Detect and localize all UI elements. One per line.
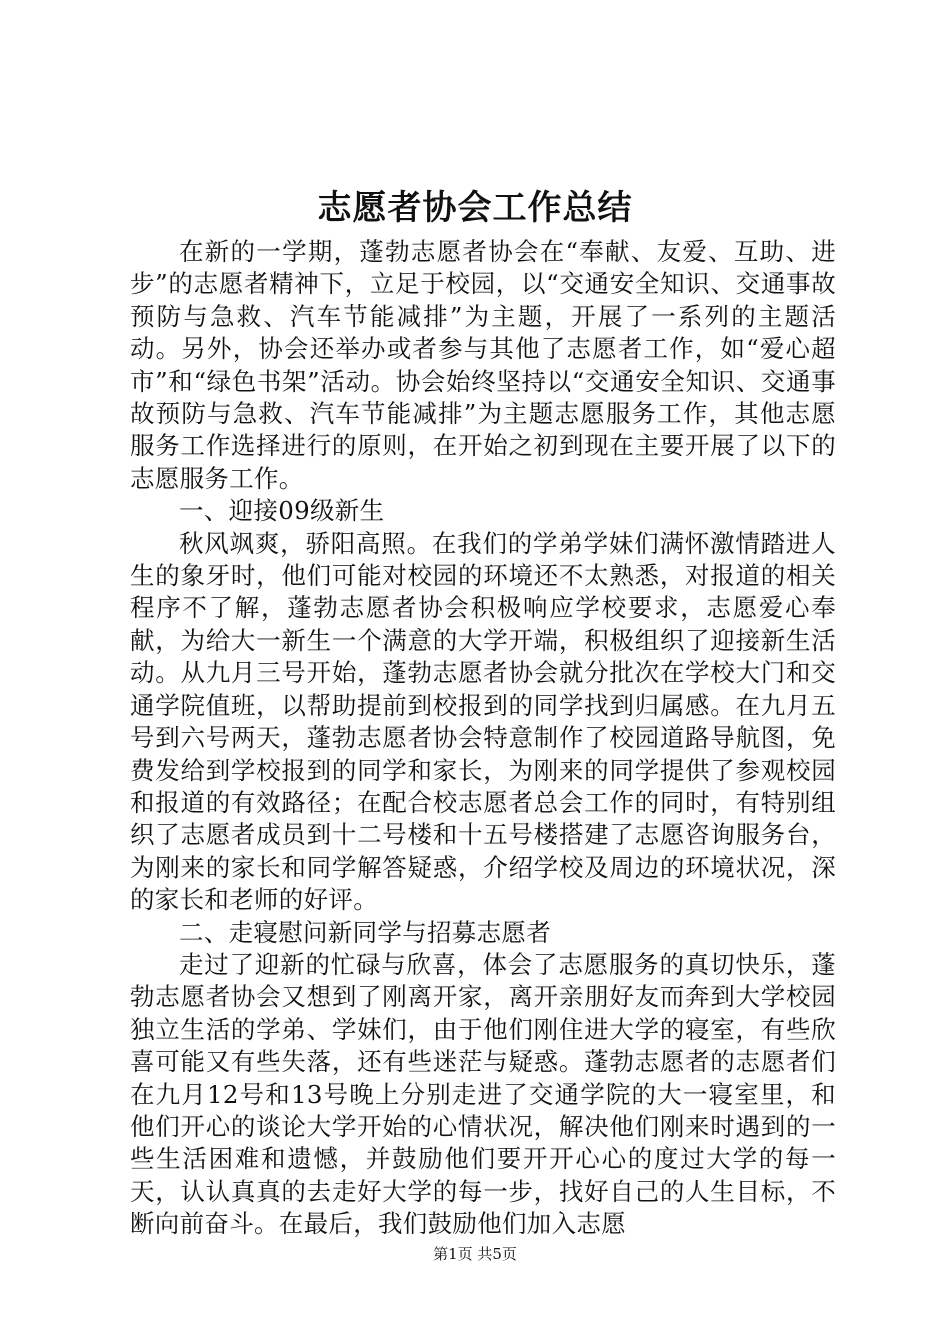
- document-body: [130, 236, 836, 1241]
- page-number-footer: 第1页 共5页: [433, 1245, 517, 1263]
- paragraph-section-1: 秋风飒爽，骄阳高照。在我们的学弟学妹们满怀激情踏进人生的象牙时，他们可能对校园的环境还不太熟悉，对报道的相关程序不了解，蓬勃志愿者协会积极响应学校要求，志愿爱心奉献，为给大一新生一个满意的大学开端，积极组织了迎接新生活动。从九月三号开始，蓬勃志愿者协会就分批次在学校大门和交通学院值班，以帮助提前到校报到的同学找到归属感。在九月五号到六号两天，蓬勃志愿者协会特意制作了校园道路导航图，免费发给到学校报到的同学和家长，为刚来的同学提供了参观校园和报道的有效路径；在配合校志愿者总会工作的同时，有特别组织了志愿者成员到十二号楼和十五号楼搭建了志愿咨询服务台，为刚来的家长和同学解答疑惑，介绍学校及周边的环境状况，深的家长和老师的好评。: [130, 528, 836, 915]
- paragraph-intro: 在新的一学期，蓬勃志愿者协会在“奉献、友爱、互助、进步”的志愿者精神下，立足于校园，以“交通安全知识、交通事故预防与急救、汽车节能减排”为主题，开展了一系列的主题活动。另外，协会还举办或者参与其他了志愿者工作，如“爱心超市”和“绿色书架”活动。协会始终坚持以“交通安全知识、交通事故预防与急救、汽车节能减排”为主题志愿服务工作，其他志愿服务工作选择进行的原则，在开始之初到现在主要开展了以下的志愿服务工作。: [130, 237, 837, 493]
- section-heading-2: 二、走寝慰问新同学与招募志愿者: [179, 917, 551, 947]
- document-title: 志愿者协会工作总结: [317, 188, 633, 228]
- section-heading-1: 一、迎接09级新生: [179, 496, 385, 526]
- paragraph-section-2: 走过了迎新的忙碌与欣喜，体会了志愿服务的真切快乐，蓬勃志愿者协会又想到了刚离开家，离开亲朋好友而奔到大学校园独立生活的学弟、学妹们，由于他们刚住进大学的寝室，有些欣喜可能又有些失落，还有些迷茫与疑惑。蓬勃志愿者的志愿者们在九月12号和13号晚上分别走进了交通学院的大一寝室里，和他们开心的谈论大学开始的心情状况，解决他们刚来时遇到的一些生活困难和遗憾，并鼓励他们要开开心心的度过大学的每一天，认认真真的去走好大学的每一步，找好自己的人生目标，不断向前奋斗。在最后，我们鼓励他们加入志愿: [130, 949, 836, 1239]
